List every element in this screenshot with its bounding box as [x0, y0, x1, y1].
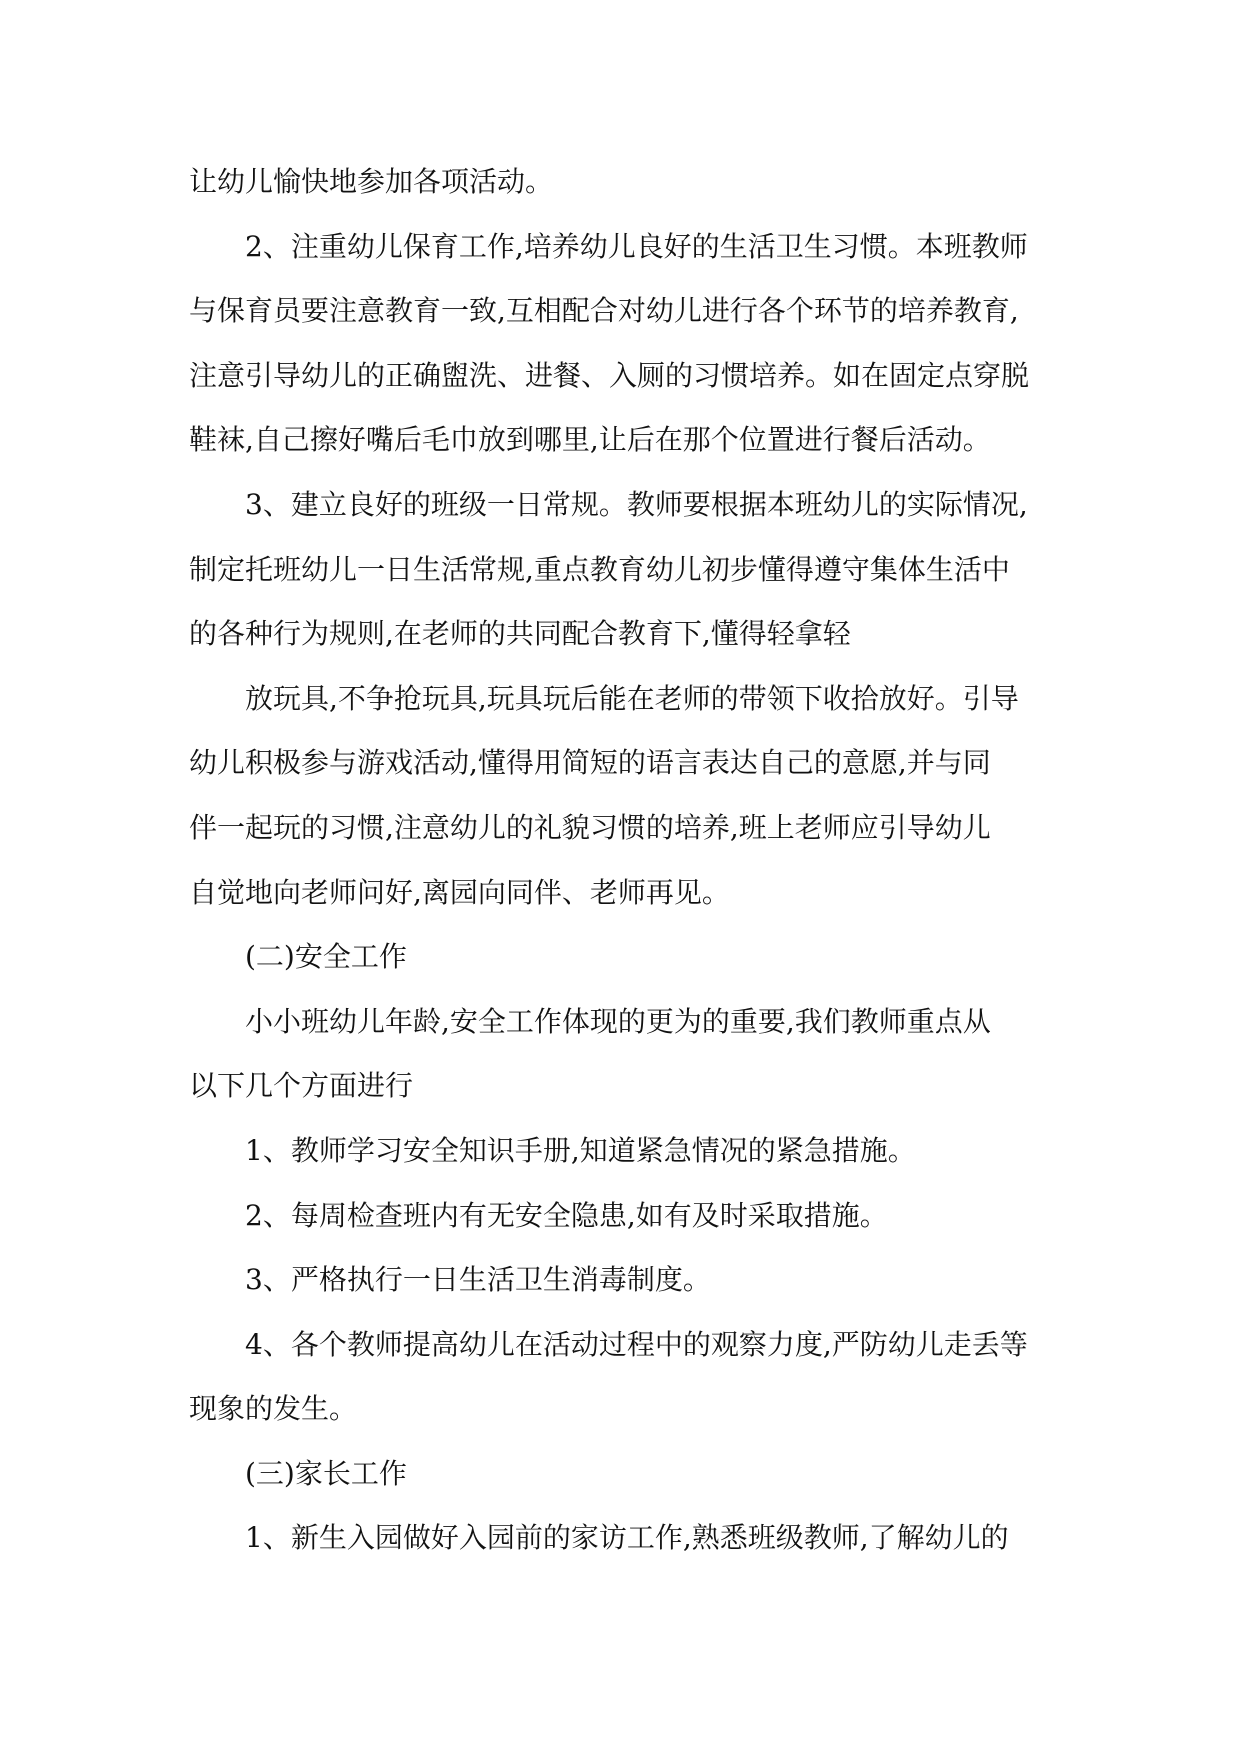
text-line: 1、新生入园做好入园前的家访工作,熟悉班级教师,了解幼儿的 — [245, 1521, 1009, 1555]
text-line: 小小班幼儿年龄,安全工作体现的更为的重要,我们教师重点从 — [245, 1004, 991, 1038]
text-line: 3、严格执行一日生活卫生消毒制度。 — [245, 1263, 711, 1297]
text-line: 4、各个教师提高幼儿在活动过程中的观察力度,严防幼儿走丢等 — [245, 1327, 1028, 1361]
text-line: 鞋袜,自己擦好嘴后毛巾放到哪里,让后在那个位置进行餐后活动。 — [189, 423, 991, 457]
text-line: (三)家长工作 — [245, 1456, 407, 1490]
text-line: 制定托班幼儿一日生活常规,重点教育幼儿初步懂得遵守集体生活中 — [189, 552, 1010, 586]
text-line: 放玩具,不争抢玩具,玩具玩后能在老师的带领下收拾放好。引导 — [245, 681, 1019, 715]
document-body — [189, 150, 1069, 1571]
text-line: 伴一起玩的习惯,注意幼儿的礼貌习惯的培养,班上老师应引导幼儿 — [189, 810, 991, 844]
text-line: 3、建立良好的班级一日常规。教师要根据本班幼儿的实际情况, — [245, 487, 1028, 521]
text-line: (二)安全工作 — [245, 940, 407, 974]
text-line: 与保育员要注意教育一致,互相配合对幼儿进行各个环节的培养教育, — [189, 294, 1019, 328]
text-line: 现象的发生。 — [189, 1392, 358, 1426]
text-line: 1、教师学习安全知识手册,知道紧急情况的紧急措施。 — [245, 1133, 916, 1167]
text-line: 以下几个方面进行 — [189, 1069, 414, 1103]
text-line: 让幼儿愉快地参加各项活动。 — [189, 165, 554, 198]
text-line: 自觉地向老师问好,离园向同伴、老师再见。 — [189, 875, 730, 909]
text-line: 2、注重幼儿保育工作,培养幼儿良好的生活卫生习惯。本班教师 — [245, 229, 1028, 263]
text-line: 2、每周检查班内有无安全隐患,如有及时采取措施。 — [245, 1198, 888, 1232]
text-line: 的各种行为规则,在老师的共同配合教育下,懂得轻拿轻 — [189, 617, 851, 651]
text-line: 幼儿积极参与游戏活动,懂得用简短的语言表达自己的意愿,并与同 — [189, 746, 991, 780]
text-line: 注意引导幼儿的正确盥洗、进餐、入厕的习惯培养。如在固定点穿脱 — [189, 358, 1030, 392]
